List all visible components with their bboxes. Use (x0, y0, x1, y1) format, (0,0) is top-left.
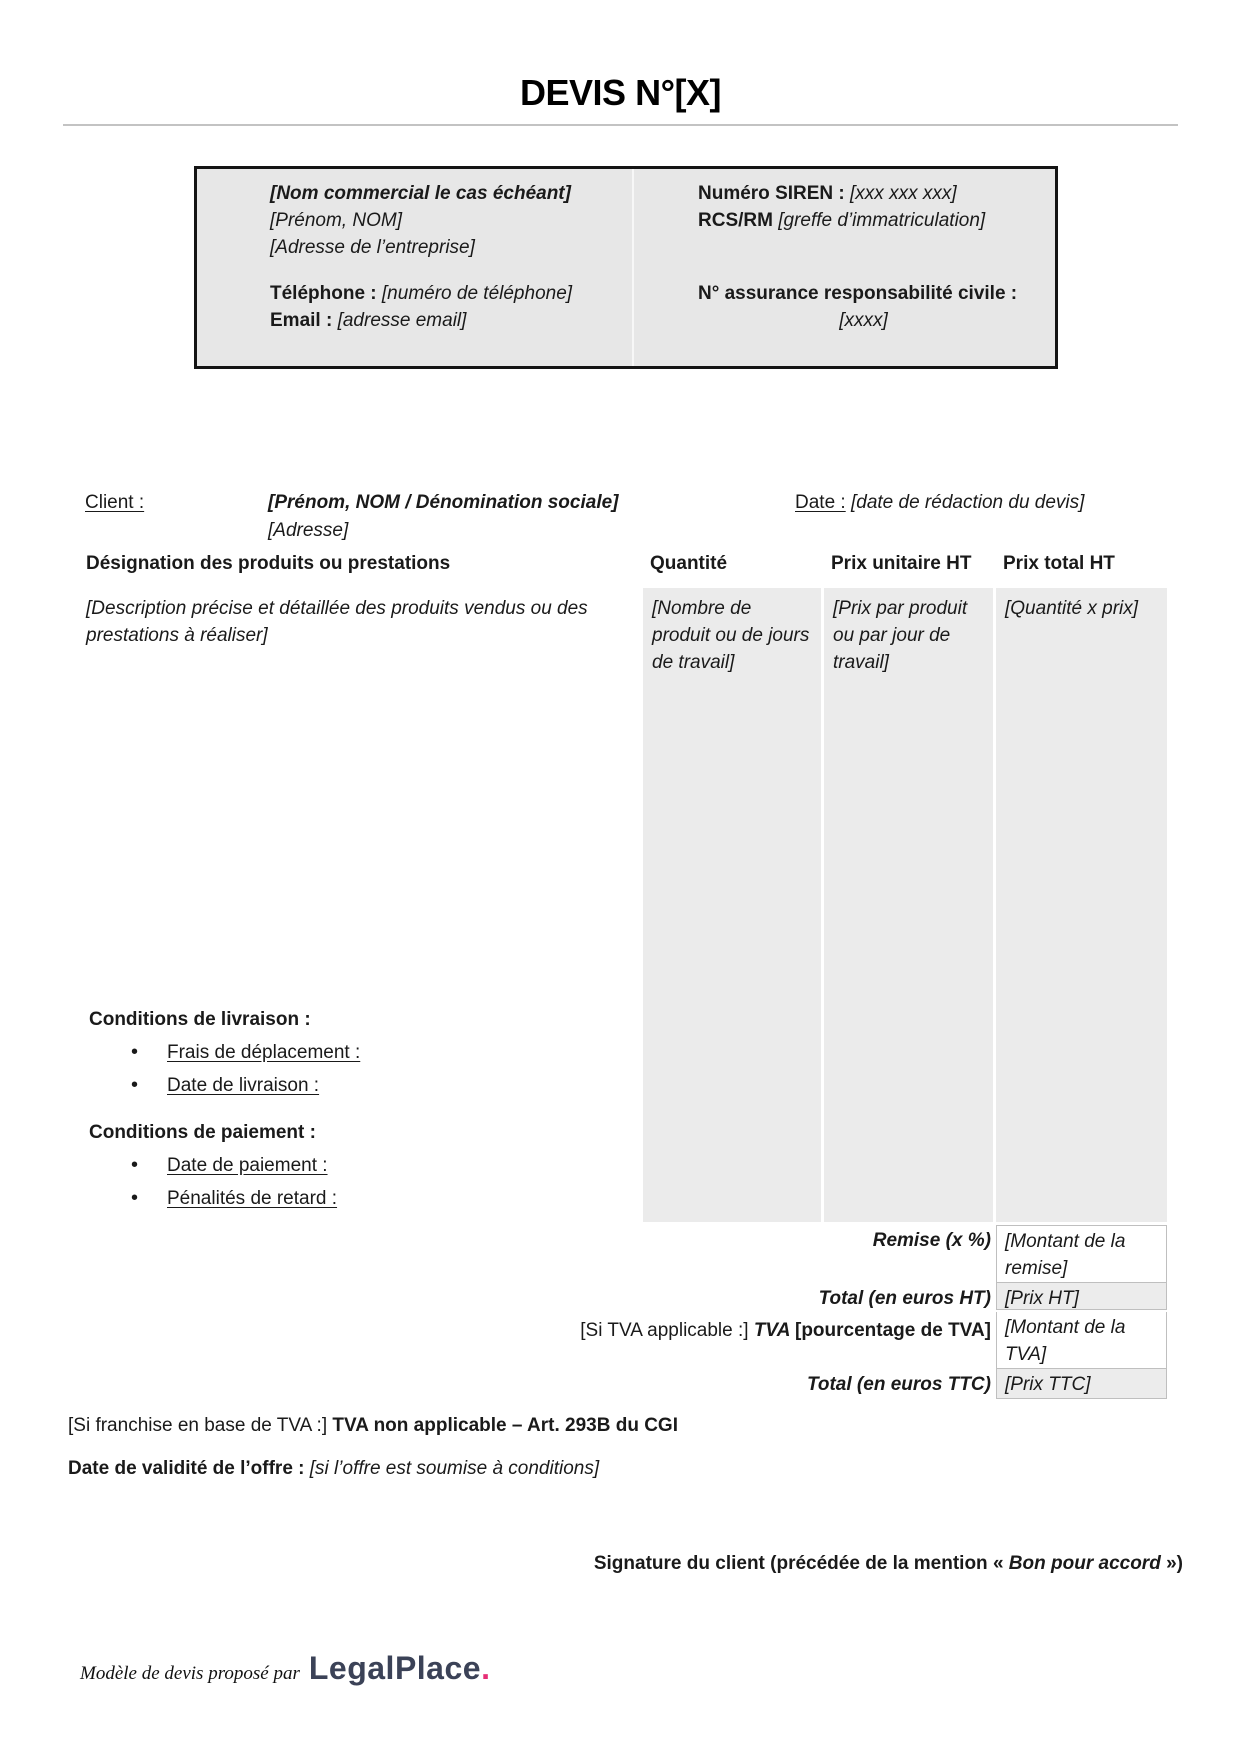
siren-value: [xxx xxx xxx] (850, 183, 957, 204)
company-phone-line (270, 280, 622, 307)
title-divider (63, 124, 1178, 126)
bullet-icon: • (131, 1154, 139, 1176)
header-total-price: Prix total HT (1003, 553, 1115, 574)
logo-text: LegalPlace (308, 1650, 482, 1686)
delivery-conditions-list (131, 1036, 586, 1102)
page-title: DEVIS N°[X] (520, 72, 721, 113)
discount-label: Remise (x %) (872, 1230, 991, 1251)
insurance-label: N° assurance responsabilité civile : (698, 283, 1018, 304)
franchise-statement: TVA non applicable – Art. 293B du CGI (332, 1415, 678, 1436)
header-unit-price: Prix unitaire HT (831, 553, 972, 574)
tva-label: TVA (753, 1320, 795, 1341)
spacer (270, 261, 622, 280)
phone-value: [numéro de téléphone] (381, 283, 573, 304)
discount-value-cell: [Montant de la remise] (996, 1225, 1167, 1283)
phone-label: Téléphone : (270, 283, 382, 304)
total-ttc-value-cell: [Prix TTC] (996, 1369, 1167, 1399)
total-price-cell: [Quantité x prix] (996, 588, 1167, 1222)
rcs-value: [greffe d’immatriculation] (778, 210, 986, 231)
description-cell (68, 588, 640, 1222)
total-ht-value-cell: [Prix HT] (996, 1283, 1167, 1310)
quote-date-line (795, 489, 1084, 516)
list-item (131, 1069, 586, 1102)
quantity-cell: [Nombre de produit ou de jours de travail] (643, 588, 821, 1222)
total-ht-row (68, 1283, 1167, 1312)
tva-franchise-note (68, 1412, 678, 1439)
company-rcs-line (698, 207, 1029, 234)
delivery-conditions-title: Conditions de livraison : (89, 1009, 311, 1030)
logo-dot: . (481, 1650, 490, 1686)
legalplace-logo (309, 1650, 490, 1687)
company-siren-line (698, 180, 1029, 207)
total-ttc-row (68, 1369, 1167, 1399)
list-item (131, 1182, 586, 1215)
payment-item-late-penalties: Pénalités de retard : (167, 1188, 338, 1209)
tva-label-line (68, 1312, 996, 1369)
header-designation: Désignation des produits ou prestations (86, 553, 451, 574)
items-table-body (68, 588, 1167, 1222)
delivery-item-date: Date de livraison : (167, 1075, 320, 1096)
client-label: Client : (85, 492, 145, 513)
page-footer (80, 1650, 490, 1687)
spacer (698, 234, 1029, 261)
payment-item-date: Date de paiement : (167, 1155, 328, 1176)
franchise-prefix: [Si franchise en base de TVA :] (68, 1415, 333, 1436)
signature-suffix: ») (1160, 1553, 1183, 1574)
insurance-value: [xxxx] (839, 310, 888, 331)
list-item (131, 1036, 586, 1069)
company-box-right (634, 169, 1055, 366)
spacer (698, 261, 1029, 280)
signature-mention: Bon pour accord (1008, 1553, 1161, 1574)
email-label: Email : (270, 310, 338, 331)
total-ttc-label: Total (en euros TTC) (806, 1374, 991, 1395)
company-trade-name: [Nom commercial le cas échéant] (270, 183, 571, 204)
item-description: [Description précise et détaillée des produits vendus ou des prestations à réaliser] (86, 598, 588, 646)
payment-conditions-list (131, 1149, 586, 1215)
footer-note: Modèle de devis proposé par (80, 1663, 300, 1684)
bullet-icon: • (131, 1041, 139, 1063)
spacer (86, 1102, 586, 1116)
discount-row (68, 1225, 1167, 1283)
company-email-line (270, 307, 622, 334)
client-name: [Prénom, NOM / Dénomination sociale] (268, 492, 619, 513)
delivery-item-travel-costs: Frais de déplacement : (167, 1042, 361, 1063)
items-table (68, 548, 1167, 1222)
tva-label-inner (580, 1314, 991, 1344)
conditions-block (86, 1003, 586, 1215)
bullet-icon: • (131, 1187, 139, 1209)
rcs-label: RCS/RM (698, 210, 779, 231)
email-value: [adresse email] (337, 310, 467, 331)
validity-value: [si l’offre est soumise à conditions] (309, 1458, 600, 1479)
validity-label: Date de validité de l’offre : (68, 1458, 310, 1479)
company-owner-name: [Prénom, NOM] (270, 210, 402, 231)
tva-prefix: [Si TVA applicable :] (580, 1320, 754, 1341)
tva-row (68, 1312, 1167, 1369)
items-table-header (68, 548, 1167, 588)
company-address: [Adresse de l’entreprise] (270, 237, 475, 258)
client-signature-line (594, 1550, 1183, 1577)
date-value: [date de rédaction du devis] (845, 492, 1085, 513)
tva-value-cell: [Montant de la TVA] (996, 1312, 1167, 1369)
list-item (131, 1149, 586, 1182)
date-label: Date : (795, 492, 846, 513)
bullet-icon: • (131, 1074, 139, 1096)
siren-label: Numéro SIREN : (698, 183, 851, 204)
offer-validity-note (68, 1455, 599, 1482)
payment-conditions-title: Conditions de paiement : (89, 1122, 316, 1143)
company-box-left (197, 169, 634, 366)
signature-prefix: Signature du client (précédée de la mention « (593, 1553, 1009, 1574)
total-ht-label: Total (en euros HT) (818, 1288, 991, 1309)
totals-section (68, 1225, 1167, 1399)
client-address: [Adresse] (268, 520, 349, 541)
tva-suffix: [pourcentage de TVA] (795, 1320, 991, 1341)
unit-price-cell: [Prix par produit ou par jour de travail] (824, 588, 993, 1222)
client-identity (268, 489, 619, 545)
company-info-box (194, 166, 1058, 369)
header-quantity: Quantité (650, 553, 728, 574)
